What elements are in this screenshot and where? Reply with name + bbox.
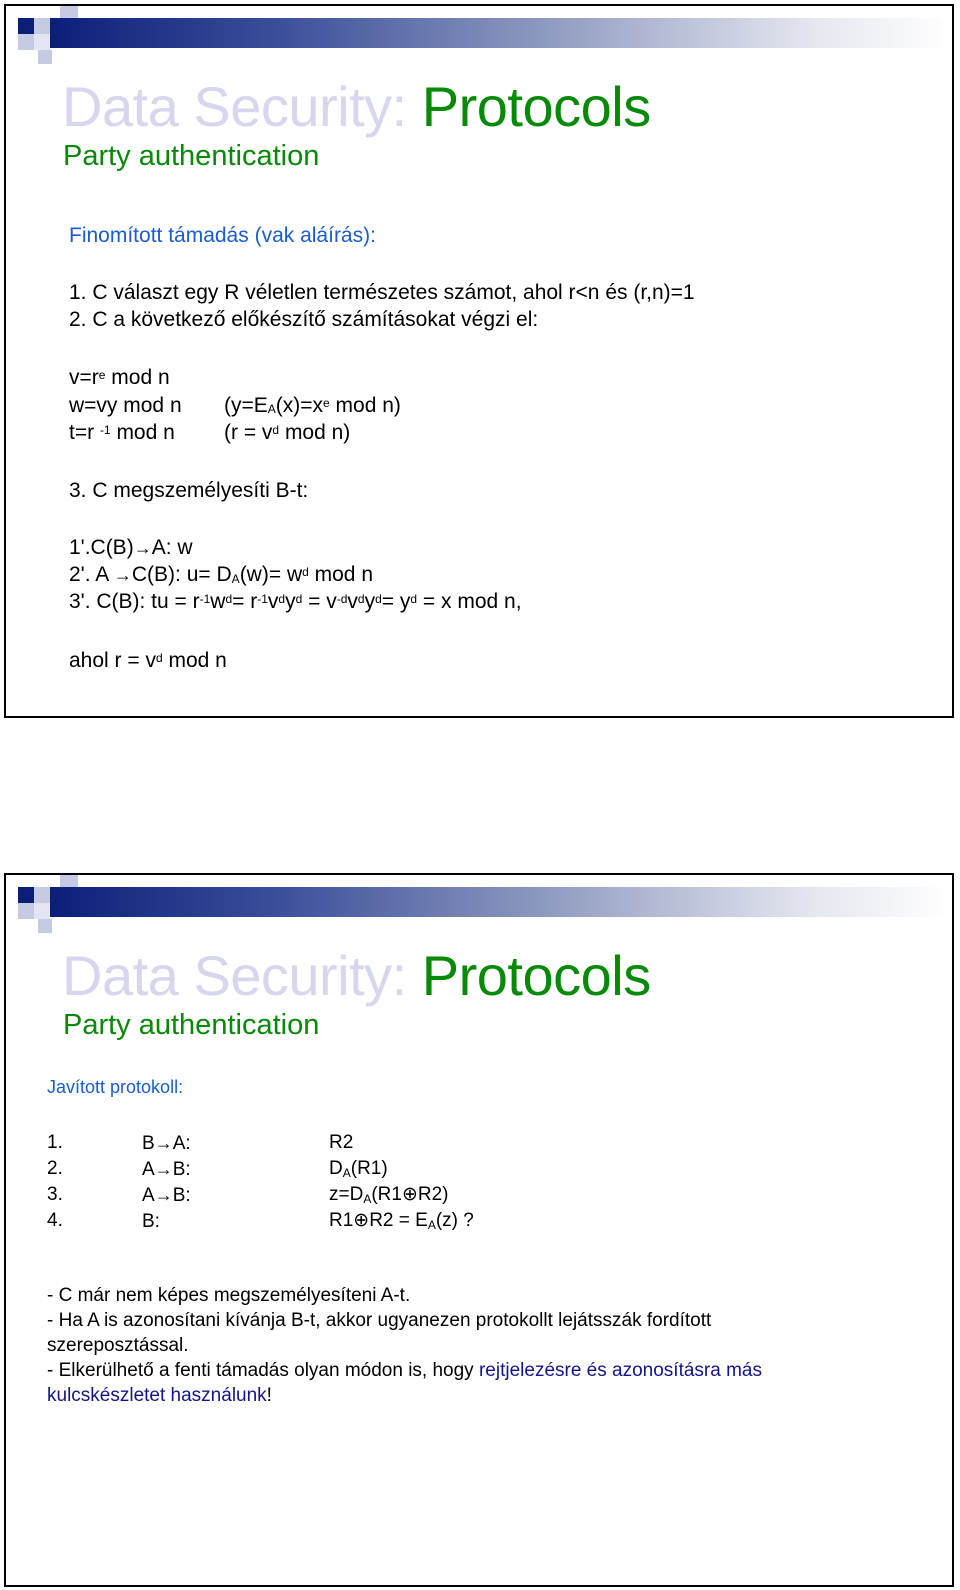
slide-title	[62, 945, 651, 1007]
step-3: 3. C megszemélyesíti B-t:	[69, 479, 309, 502]
title-part1: Data Security:	[62, 75, 422, 138]
line-2prime: 2'. A →C(B): $u= D_A(w)= w^d$ mod n	[69, 563, 373, 586]
step-number: 2.	[47, 1158, 63, 1179]
slide-2	[4, 873, 954, 1587]
line-1prime: 1'.C(B)→A: w	[69, 536, 193, 559]
note-2b: szereposztással.	[47, 1335, 189, 1356]
arrow-right-icon: →	[154, 1133, 173, 1153]
title-part1: Data Security:	[62, 944, 422, 1007]
slide-title	[62, 76, 651, 138]
section-heading: Finomított támadás (vak aláírás):	[69, 224, 376, 247]
slide-1	[4, 4, 954, 718]
step-message: R1⊕R2 = $E_A(z)$ ?	[329, 1210, 474, 1232]
step-number: 4.	[47, 1210, 63, 1231]
step-parties: B→A:	[142, 1133, 191, 1154]
arrow-right-icon: →	[113, 565, 132, 585]
step-parties: A→B:	[142, 1159, 191, 1180]
step-number: 1.	[47, 1132, 63, 1153]
calc-w-right: ($y=E_A(x)=x^e$ mod n)	[224, 394, 401, 417]
calc-t-right: ($r = v^d$ mod n)	[224, 421, 351, 444]
arrow-right-icon: →	[133, 538, 152, 558]
arrow-right-icon: →	[154, 1185, 173, 1205]
step-message: R2	[329, 1132, 354, 1153]
note-3a: - Elkerülhető a fenti támadás olyan módon is, hogy rejtjelezésre és azonosításra más	[47, 1360, 762, 1381]
step-message: $D_A(R1)$	[329, 1158, 388, 1180]
calc-t-left: t=r $^{-1}$ mod n	[69, 421, 175, 444]
title-decoration	[6, 6, 952, 66]
title-part2: Protocols	[421, 75, 651, 138]
line-3prime: 3'. C(B): tu = $r^{-1}w^d= r^{-1}v^dy^d = v^{-d}v^dy^d= y^d = x$ mod n,	[69, 590, 522, 613]
note-2a: - Ha A is azonosítani kívánja B-t, akkor ugyanezen protokollt lejátsszák fordított	[47, 1310, 712, 1331]
slide-subtitle: Party authentication	[63, 1009, 320, 1041]
slide-subtitle: Party authentication	[63, 140, 320, 172]
step-2: 2. C a következő előkészítő számításokat végzi el:	[69, 308, 539, 331]
step-number: 3.	[47, 1184, 63, 1205]
title-part2: Protocols	[421, 944, 651, 1007]
protocol-table	[47, 1131, 547, 1241]
note-3b: kulcskészletet használunk!	[47, 1385, 272, 1406]
note-1: - C már nem képes megszemélyesíteni A-t.	[47, 1285, 411, 1306]
step-parties: A→B:	[142, 1185, 191, 1206]
step-1: 1. C választ egy R véletlen természetes számot, ahol r<n és (r,n)=1	[69, 281, 695, 304]
calc-w-left: w=vy mod n	[69, 394, 182, 417]
step-parties: B:	[142, 1211, 160, 1232]
arrow-right-icon: →	[154, 1159, 173, 1179]
calc-v: $v=r^e$ mod n	[69, 366, 170, 389]
step-message: $z=D_A(R1\oplus R2)$	[329, 1184, 449, 1206]
title-decoration	[6, 875, 952, 935]
section-heading: Javított protokoll:	[47, 1077, 184, 1097]
ahol-line: ahol $r = v^d$ mod n	[69, 649, 227, 672]
